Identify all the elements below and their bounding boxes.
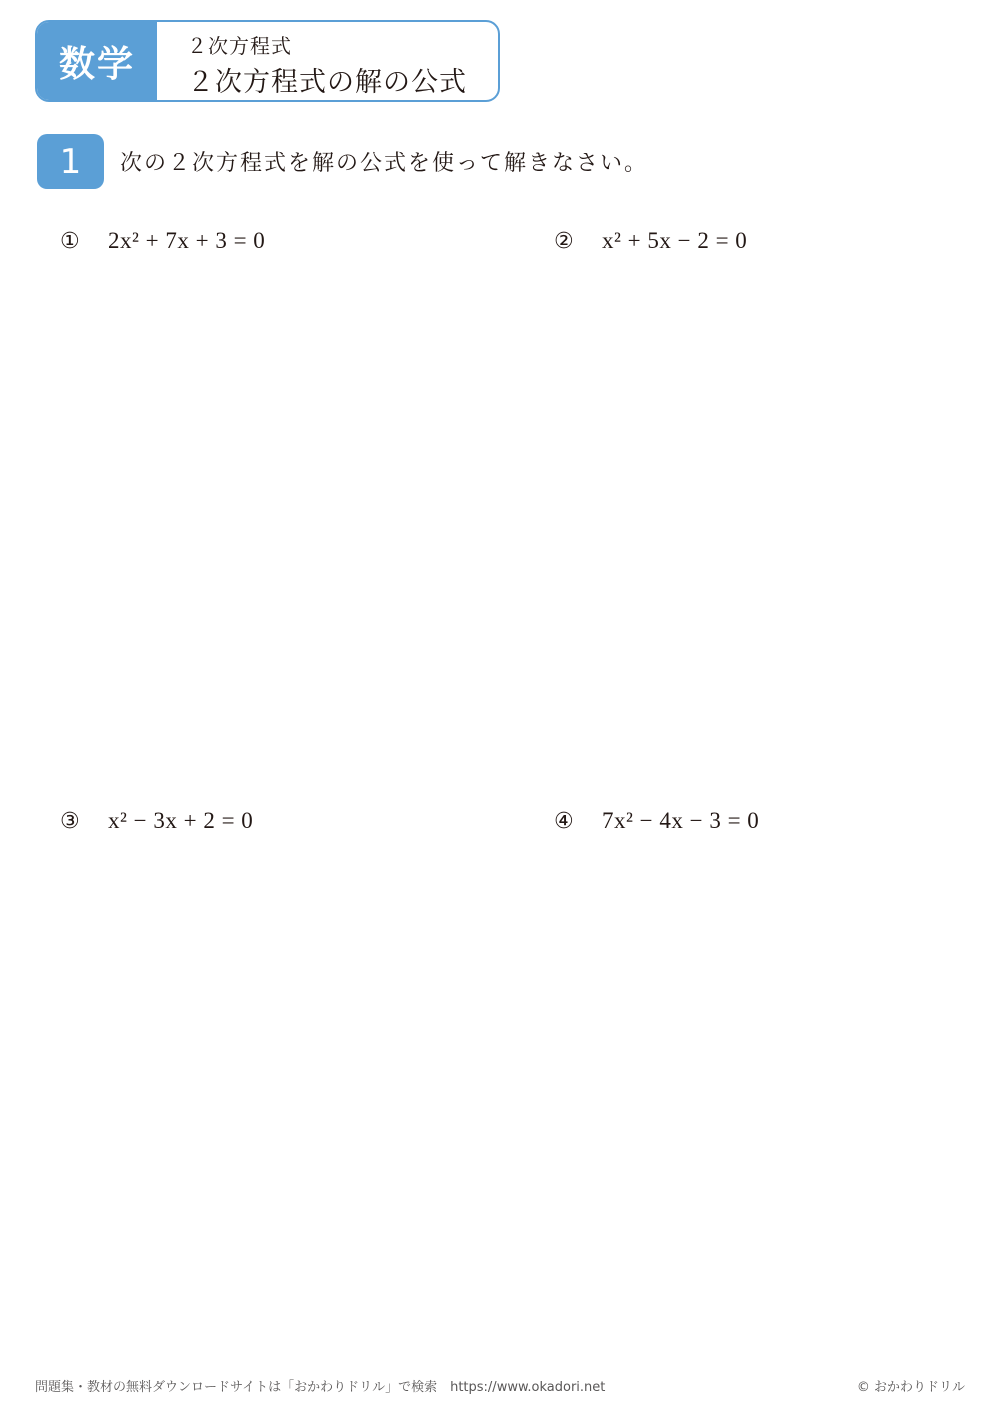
page-title: ２次方程式の解の公式 [187, 67, 467, 98]
problem-label: ① [60, 229, 80, 254]
problem-equation: x² + 5x − 2 = 0 [602, 228, 748, 253]
problem-label: ③ [60, 809, 80, 834]
footer-copyright: © おかわりドリル [856, 1380, 965, 1395]
problem-equation: x² − 3x + 2 = 0 [108, 808, 254, 833]
footer-site-info: 問題集・教材の無料ダウンロードサイトは「おかわりドリル」で検索 https://www.okadori.net [35, 1380, 606, 1395]
problem-4 [554, 808, 759, 834]
question-number-badge: 1 [37, 134, 104, 189]
problem-label: ② [554, 229, 574, 254]
worksheet-header [35, 20, 500, 102]
problem-1 [60, 228, 265, 254]
subject-badge: 数学 [37, 22, 157, 100]
problem-label: ④ [554, 809, 574, 834]
problem-equation: 2x² + 7x + 3 = 0 [108, 228, 266, 253]
problem-2 [554, 228, 747, 254]
question-instruction: 次の２次方程式を解の公式を使って解きなさい。 [120, 151, 649, 176]
problem-equation: 7x² − 4x − 3 = 0 [602, 808, 760, 833]
header-category: ２次方程式 [187, 34, 292, 58]
problem-3 [60, 808, 253, 834]
